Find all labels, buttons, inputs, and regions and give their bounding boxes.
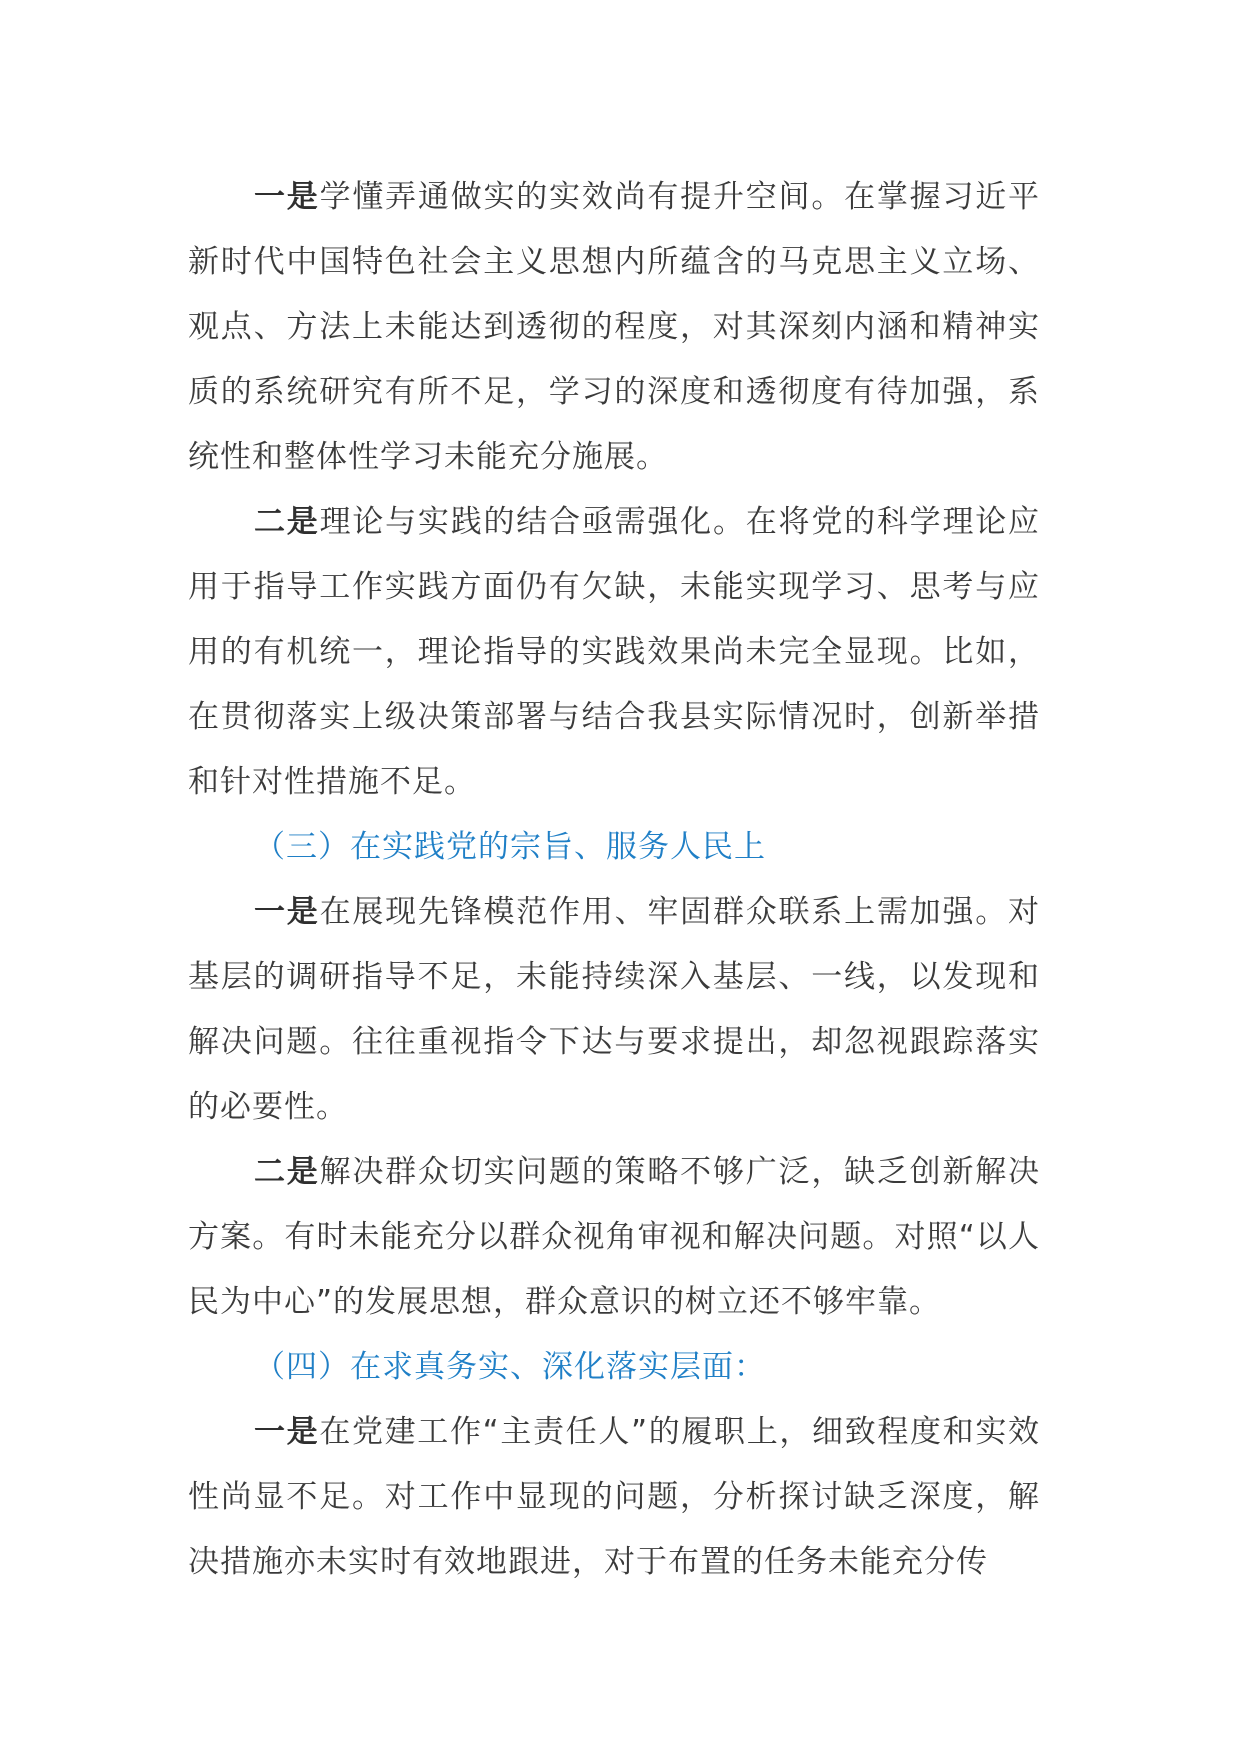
paragraph-people-problems bbox=[188, 1140, 1040, 1335]
paragraph-lead: 一是 bbox=[254, 1414, 320, 1450]
paragraph-lead: 二是 bbox=[254, 1154, 320, 1190]
paragraph-text: 解决群众切实问题的策略不够广泛，缺乏创新解决方案。有时未能充分以群众视角审视和解决问题。对照“以人民为中心”的发展思想，群众意识的树立还不够牢靠。 bbox=[188, 1154, 1041, 1320]
paragraph-text: 在党建工作“主责任人”的履职上，细致程度和实效性尚显不足。对工作中显现的问题，分析探讨缺乏深度，解决措施亦未实时有效地跟进，对于布置的任务未能充分传 bbox=[188, 1414, 1040, 1580]
paragraph-lead: 一是 bbox=[254, 179, 320, 215]
paragraph-vanguard-role bbox=[188, 880, 1040, 1140]
paragraph-lead: 一是 bbox=[254, 894, 320, 930]
paragraph-text: 在展现先锋模范作用、牢固群众联系上需加强。对基层的调研指导不足，未能持续深入基层、一线，以发现和解决问题。往往重视指令下达与要求提出，却忽视跟踪落实的必要性。 bbox=[188, 894, 1041, 1125]
document-body bbox=[188, 165, 1040, 1595]
section-heading-three: （三）在实践党的宗旨、服务人民上 bbox=[254, 829, 766, 865]
paragraph-party-building bbox=[188, 1400, 1040, 1595]
section-heading-four: （四）在求真务实、深化落实层面： bbox=[254, 1349, 766, 1385]
paragraph-theory-understanding bbox=[188, 165, 1040, 490]
paragraph-text: 学懂弄通做实的实效尚有提升空间。在掌握习近平新时代中国特色社会主义思想内所蕴含的马克思主义立场、观点、方法上未能达到透彻的程度，对其深刻内涵和精神实质的系统研究有所不足，学习的深度和透彻度有待加强，系统性和整体性学习未能充分施展。 bbox=[188, 179, 1041, 475]
paragraph-lead: 二是 bbox=[254, 504, 320, 540]
paragraph-theory-practice bbox=[188, 490, 1040, 815]
paragraph-text: 理论与实践的结合亟需强化。在将党的科学理论应用于指导工作实践方面仍有欠缺，未能实现学习、思考与应用的有机统一，理论指导的实践效果尚未完全显现。比如，在贯彻落实上级决策部署与结合我县实际情况时，创新举措和针对性措施不足。 bbox=[188, 504, 1041, 800]
